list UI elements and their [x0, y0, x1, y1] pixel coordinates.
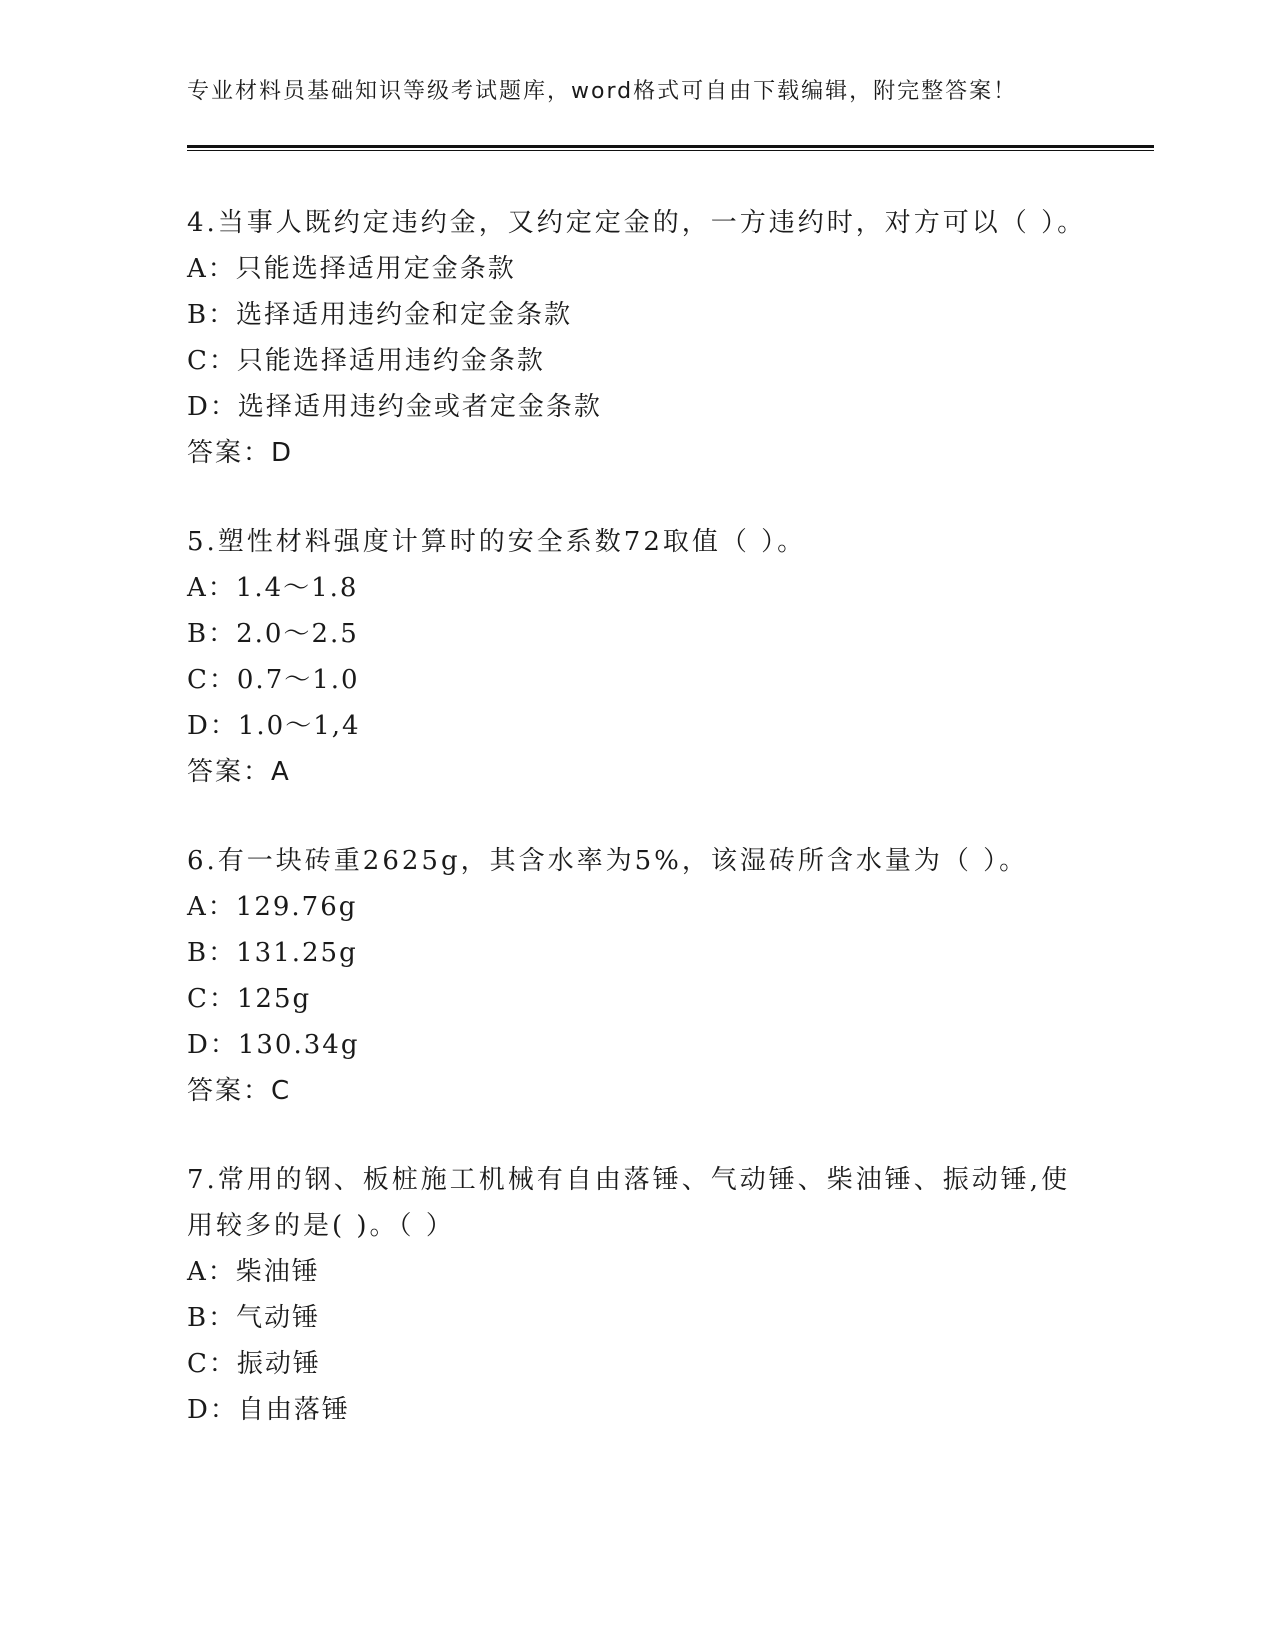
header-rule: [187, 145, 1154, 151]
option-d: D：自由落锤: [187, 1395, 350, 1425]
question-list: [187, 200, 1087, 1476]
answer: 答案：D: [187, 438, 294, 468]
question-stem: 4.当事人既约定违约金，又约定定金的，一方违约时，对方可以（ ）。: [187, 208, 1087, 238]
question-stem: 6.有一块砖重2625g，其含水率为5%，该湿砖所含水量为（ ）。: [187, 846, 1029, 876]
question-stem: 5.塑性材料强度计算时的安全系数72取值（ ）。: [187, 527, 807, 557]
answer: 答案：A: [187, 757, 291, 787]
option-c: C：0.7～1.0: [187, 665, 360, 695]
option-d: D：130.34g: [187, 1030, 360, 1060]
page-header: 专业材料员基础知识等级考试题库，word格式可自由下载编辑，附完整答案！: [187, 79, 1018, 104]
option-a: A：只能选择适用定金条款: [187, 254, 516, 284]
option-b: B：气动锤: [187, 1303, 321, 1333]
option-a: A：1.4～1.8: [187, 573, 359, 603]
question-7: [187, 1157, 1087, 1433]
option-a: A：柴油锤: [187, 1257, 320, 1287]
option-c: C：振动锤: [187, 1349, 321, 1379]
question-4: [187, 200, 1087, 476]
question-5: [187, 519, 1087, 795]
question-6: [187, 838, 1087, 1114]
option-a: A：129.76g: [187, 892, 358, 922]
option-b: B：131.25g: [187, 938, 358, 968]
answer: 答案：C: [187, 1076, 292, 1106]
option-c: C：125g: [187, 984, 312, 1014]
option-b: B：选择适用违约金和定金条款: [187, 300, 573, 330]
question-stem: 7.常用的钢、板桩施工机械有自由落锤、气动锤、柴油锤、振动锤,使用较多的是( )。（ ）: [187, 1165, 1071, 1241]
option-d: D：选择适用违约金或者定金条款: [187, 392, 602, 422]
option-b: B：2.0～2.5: [187, 619, 359, 649]
option-d: D：1.0～1,4: [187, 711, 361, 741]
option-c: C：只能选择适用违约金条款: [187, 346, 545, 376]
